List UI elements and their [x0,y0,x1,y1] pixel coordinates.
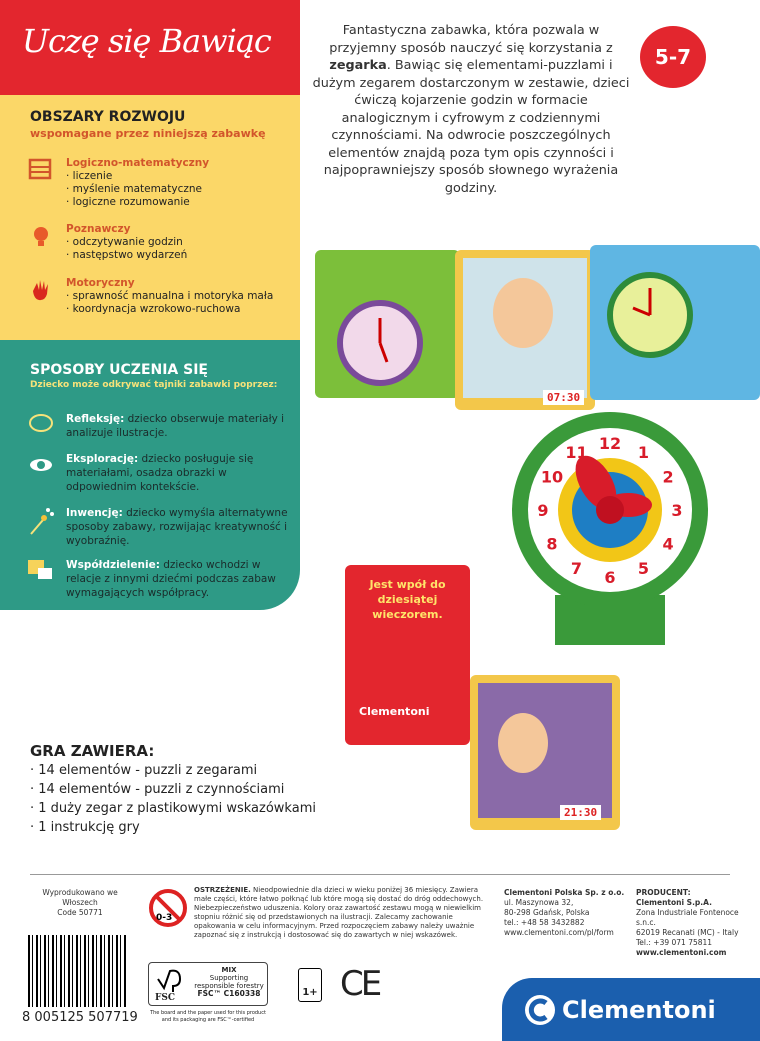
development-section [0,95,300,340]
magic-wand-icon [28,506,54,536]
fsc-tree-icon [155,966,185,992]
way-text: dziecko wchodzi w relacje z innymi dziećmi podczas zabaw wymagających współpracy. [66,559,276,599]
distributor-line: ul. Maszynowa 32, [504,898,574,907]
barcode-number: 8 005125 507719 [22,1010,138,1025]
origin-info [30,888,130,918]
fsc-note: The board and the paper used for this product and its packaging are FSC™-certified [150,1010,266,1023]
contents-item: · 1 duży zegar z plastikowymi wskazówkami [30,801,316,816]
producer-line: www.clementoni.com [636,948,727,957]
producer-line: 62019 Recanati (MC) - Italy [636,928,739,937]
product-code: Code 50771 [57,908,103,917]
clock-number: 5 [637,559,650,579]
fsc-label [148,962,268,1006]
abacus-icon [28,157,54,183]
clock-number: 4 [662,534,674,554]
fsc-mix: MIX [221,966,237,974]
digital-time: 07:30 [543,390,584,405]
area-name: Poznawczy [66,223,131,235]
clock-illustration [605,270,695,360]
way-reflection [28,412,298,440]
way-text: dziecko wymyśla alternatywne sposoby zabawy, rozwijając kreatywność i wyobraźnię. [66,507,288,547]
description-text: . Bawiąc się elementami-puzzlami i dużym zegarem dostarczonym w zestawie, dzieci ćwiczą kojarzenie godzin w formacie analogicznym i cyfrowym z codziennymi czynnościami. Na odwrocie poszczególnych elementów znajdą poza tym opis czynności i najpoprawniejszy sposób słownego wyrażenia godziny. [312,58,630,196]
distributor-line: 80-298 Gdańsk, Polska [504,908,590,917]
development-heading: OBSZARY ROZWOJU [30,109,186,125]
clock-number: 7 [570,559,583,579]
contents-item: · 1 instrukcję gry [30,820,140,835]
lightbulb-icon [28,223,54,249]
contents-heading: GRA ZAWIERA: [30,742,155,760]
clock-number: 11 [565,442,588,462]
hand-icon [28,277,54,303]
producer-line: Zona Industriale Fontenoce s.n.c. [636,908,739,927]
way-name: Inwencję: [66,507,123,519]
divider [30,874,730,875]
contents-list [30,742,316,837]
fsc-logo-text: FSC [155,993,176,1003]
description-bold: zegarka [329,58,387,73]
learning-heading: SPOSOBY UCZENIA SIĘ [30,362,208,378]
brain-icon [28,412,54,436]
description-text: Fantastyczna zabawka, która pozwala w przyjemny sposób nauczyć się korzystania z [329,23,613,56]
distributor-info [504,888,628,938]
producer-name: Clementoni S.p.A. [636,898,712,907]
logo-text: Clementoni [562,995,716,1024]
activity-puzzle-piece [455,250,595,410]
development-subheading: wspomagane przez niniejszą zabawkę [30,127,266,140]
card-brand: Clementoni [359,705,430,718]
title-banner [0,0,300,95]
age-warning-text: 0-3 [156,913,173,923]
producer-label: PRODUCENT: [636,888,691,897]
distributor-line: www.clementoni.com/pl/form [504,928,614,937]
answer-card [345,565,470,745]
way-text: dziecko obserwuje materiały i analizuje ilustracje. [66,413,285,439]
area-item: · koordynacja wzrokowo-ruchowa [66,303,241,315]
area-item: · myślenie matematyczne [66,183,202,195]
activity-puzzle-piece [470,675,620,830]
way-name: Eksplorację: [66,453,139,465]
clock-number: 9 [537,501,549,520]
digital-time: 21:30 [560,805,601,820]
clock-number: 1 [637,442,650,462]
product-description [310,22,632,197]
clock-illustration [337,300,423,386]
clock-number: 10 [540,467,564,487]
contents-item: · 14 elementów - puzzli z czynnościami [30,782,285,797]
age-badge: 5-7 [640,26,706,88]
clementoni-logo [502,978,760,1041]
way-invention [28,506,298,548]
answer-text: Jest wpół do dziesiątej wieczorem. [369,578,446,621]
warning-label: OSTRZEŻENIE. [194,886,251,894]
learning-subheading: Dziecko może odkrywać tajniki zabawki poprzez: [30,380,278,390]
area-cognitive [28,223,298,262]
age-1plus-icon: 1+ [298,968,322,1002]
way-sharing [28,558,298,600]
clock-number: 2 [662,467,674,487]
learning-section [0,340,300,610]
logo-icon [524,994,556,1026]
boy-washing-illustration [463,258,587,398]
area-logic [28,157,298,209]
bedtime-illustration [478,683,612,818]
distributor-name: Clementoni Polska Sp. z o.o. [504,888,625,897]
way-name: Współdzielenie: [66,559,160,571]
made-in: Wyprodukowano we Włoszech [42,888,118,907]
speech-bubbles-icon [28,558,56,584]
product-title: Uczę się Bawiąc [22,22,271,60]
ce-mark: CE [340,964,380,1004]
clock-puzzle-piece [590,245,760,400]
eye-icon [28,452,54,476]
producer-line: Tel.: +39 071 75811 [636,938,713,947]
warning-body: Nieodpowiednie dla dzieci w wieku poniżej 36 miesięcy. Zawiera małe części, które łatwo połknąć lub które mogą się dostać do dróg oddechowych. Niebezpieczeństwo uduszenia. Kolory oraz zawartość zestawu mogą w niewielkim stopniu różnić się od przedstawionych na ilustracji. Zalecamy zachowanie opakowania w celu informacyjnym. Przed rozpoczęciem zabawy należy uważnie zapoznać się z instrukcją i dostosować się do zawartych w niej wskazówek. [194,886,484,939]
clock-number: 12 [598,434,622,453]
area-item: · logiczne rozumowanie [66,196,190,208]
area-item: · liczenie [66,170,113,182]
barcode [28,935,128,1007]
way-name: Refleksję: [66,413,125,425]
clock-number: 8 [546,534,558,554]
clock-puzzle-piece [315,250,460,398]
clock-number: 3 [671,501,683,520]
area-name: Logiczno-matematyczny [66,157,210,169]
age-warning-icon [148,888,188,928]
area-item: · odczytywanie godzin [66,236,183,248]
way-text: dziecko posługuje się materiałami, osadza obrazki w odpowiednim kontekście. [66,453,254,493]
area-name: Motoryczny [66,277,135,289]
area-item: · sprawność manualna i motoryka mała [66,290,274,302]
fsc-code: FSC™ C160338 [197,989,261,998]
area-motor [28,277,298,316]
clock-number: 6 [604,568,616,587]
warning-text [194,886,496,940]
way-exploration [28,452,298,494]
area-item: · następstwo wydarzeń [66,249,188,261]
distributor-line: tel.: +48 58 3432882 [504,918,585,927]
big-clock [510,405,710,650]
producer-info [636,888,758,958]
fsc-supporting: Supporting responsible forestry [194,974,264,990]
contents-item: · 14 elementów - puzzli z zegarami [30,763,258,778]
info-panel [0,0,300,610]
